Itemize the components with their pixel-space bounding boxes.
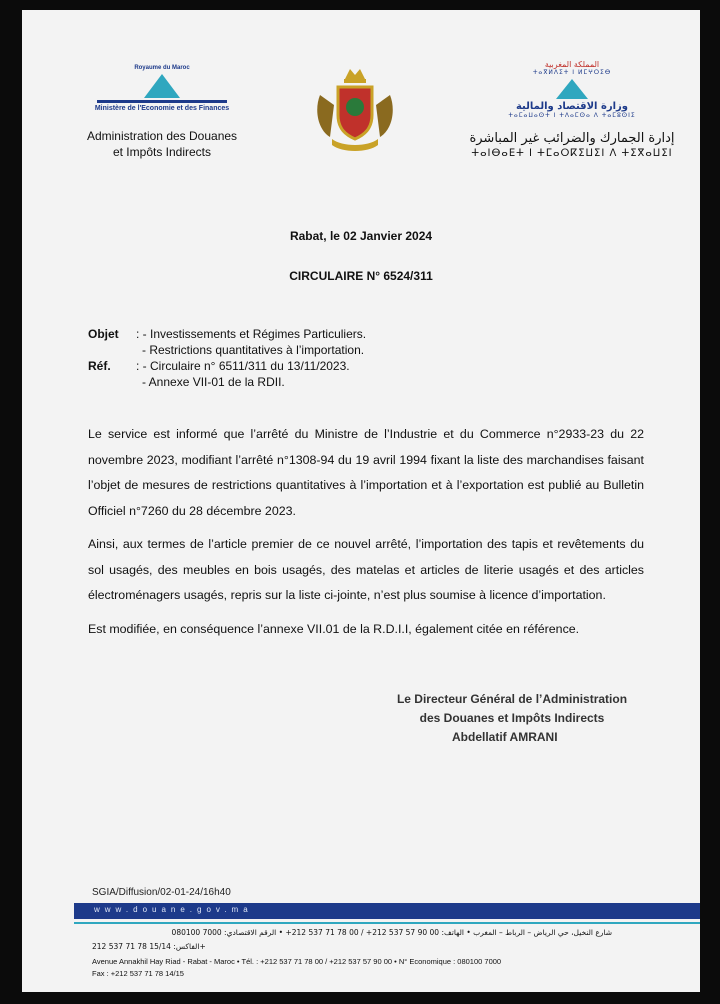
address-fr: Avenue Annakhil Hay Riad - Rabat - Maroc • Tél. : +212 537 71 78 00 / +212 537 57 90 00 • N° Economique : 080100 7000 [92,957,502,966]
ref-line1: : - Circulaire n° 6511/311 du 13/11/2023. [136,359,350,373]
objet-line2: - Restrictions quantitatives à l’importation. [142,343,365,357]
circulaire-number: CIRCULAIRE N° 6524/311 [289,269,433,283]
admin-tif: ⵜⴰⵏⴱⴰⴹⵜ ⵏ ⵜⵎⴰⵔⴽⵉⵡⵉⵏ ⴷ ⵜⵉⴳⴰⵡⵉⵏ [471,148,673,159]
signature-title-1: Le Directeur Général de l’Administration [396,692,628,706]
ministere-ar: وزارة الاقتصاد والمالية [515,101,629,112]
ministry-logo-icon-right [556,79,588,99]
admin-name-fr [22,128,302,160]
royaume-label: Royaume du Maroc [134,65,190,71]
objet-block [88,326,366,390]
objet-line1: : - Investissements et Régimes Particuliers. [136,327,367,341]
signature-title-2: des Douanes et Impôts Indirects [419,711,605,725]
fax-fr: Fax : +212 537 71 78 14/15 [92,969,184,978]
fax-ar: الفاكس: 15/14 78 71 537 212+ [92,942,206,951]
objet-label: Objet [88,327,119,341]
kingdom-tif: ⵜⴰⴳⵍⴷⵉⵜ ⵏ ⵍⵎⵖⵔⵉⴱ [532,69,612,76]
logo-bar [97,100,227,103]
address-ar: شارع النخيل، حي الرياض – الرباط – المغرب • الهاتف: 00 90 57 537 212+ / 00 78 71 537 212+ • الرقم الاقتصادي: 7000 080100 [171,928,612,937]
admin-line2: et Impôts Indirects [112,145,212,159]
body-text [88,422,644,650]
kingdom-ar: المملكة المغربية [544,60,600,69]
document-page [22,10,700,992]
admin-line1: Administration des Douanes [86,129,238,143]
ministry-logo-icon [144,74,180,98]
paragraph-1: Le service est informé que l’arrêté du Ministre de l’Industrie et du Commerce n°2933-23 du 22 novembre 2023, modifiant l’arrêté n°1308-94 du 19 avril 1994 fixant la liste des marchandises faisant l’objet de mesures de restrictions quantitatives à l’importation et à l’exportation est publié au Bulletin Officiel n°7260 du 28 décembre 2023. [88,427,644,518]
ref-line2: - Annexe VII-01 de la RDII. [142,375,285,389]
ministere-label: Ministère de l'Economie et des Finances [94,105,230,112]
header-right [462,60,682,159]
ref-label: Réf. [88,359,111,373]
header-left [22,65,302,160]
coat-of-arms-icon [312,65,398,155]
paragraph-3: Est modifiée, en conséquence l’annexe VII.01 de la R.D.I.I, également citée en référence. [88,621,580,636]
ministere-tif: ⵜⴰⵎⴰⵡⴰⵙⵜ ⵏ ⵜⴷⴰⵎⵙⴰ ⴷ ⵜⴰⵎⵓⵙⵏⵉ [508,112,636,119]
diffusion-ref: SGIA/Diffusion/02-01-24/16h40 [92,887,231,898]
dateline: Rabat, le 02 Janvier 2024 [289,229,433,243]
footer-divider [74,922,700,924]
signature-block [392,690,632,747]
paragraph-2: Ainsi, aux termes de l’article premier de ce nouvel arrêté, l’importation des tapis et revêtements du sol usagés, des meubles en bois usagés, des matelas et articles de literie usagés et des articles électroménagers usagés, repris sur la liste ci-jointe, n’est plus soumise à licence d’importation. [88,537,644,602]
footer-bar [74,903,700,919]
website-link[interactable]: www.douane.gov.ma [94,905,253,914]
signatory-name: Abdellatif AMRANI [452,730,558,744]
admin-ar: إدارة الجمارك والضرائب غير المباشرة [469,131,675,146]
